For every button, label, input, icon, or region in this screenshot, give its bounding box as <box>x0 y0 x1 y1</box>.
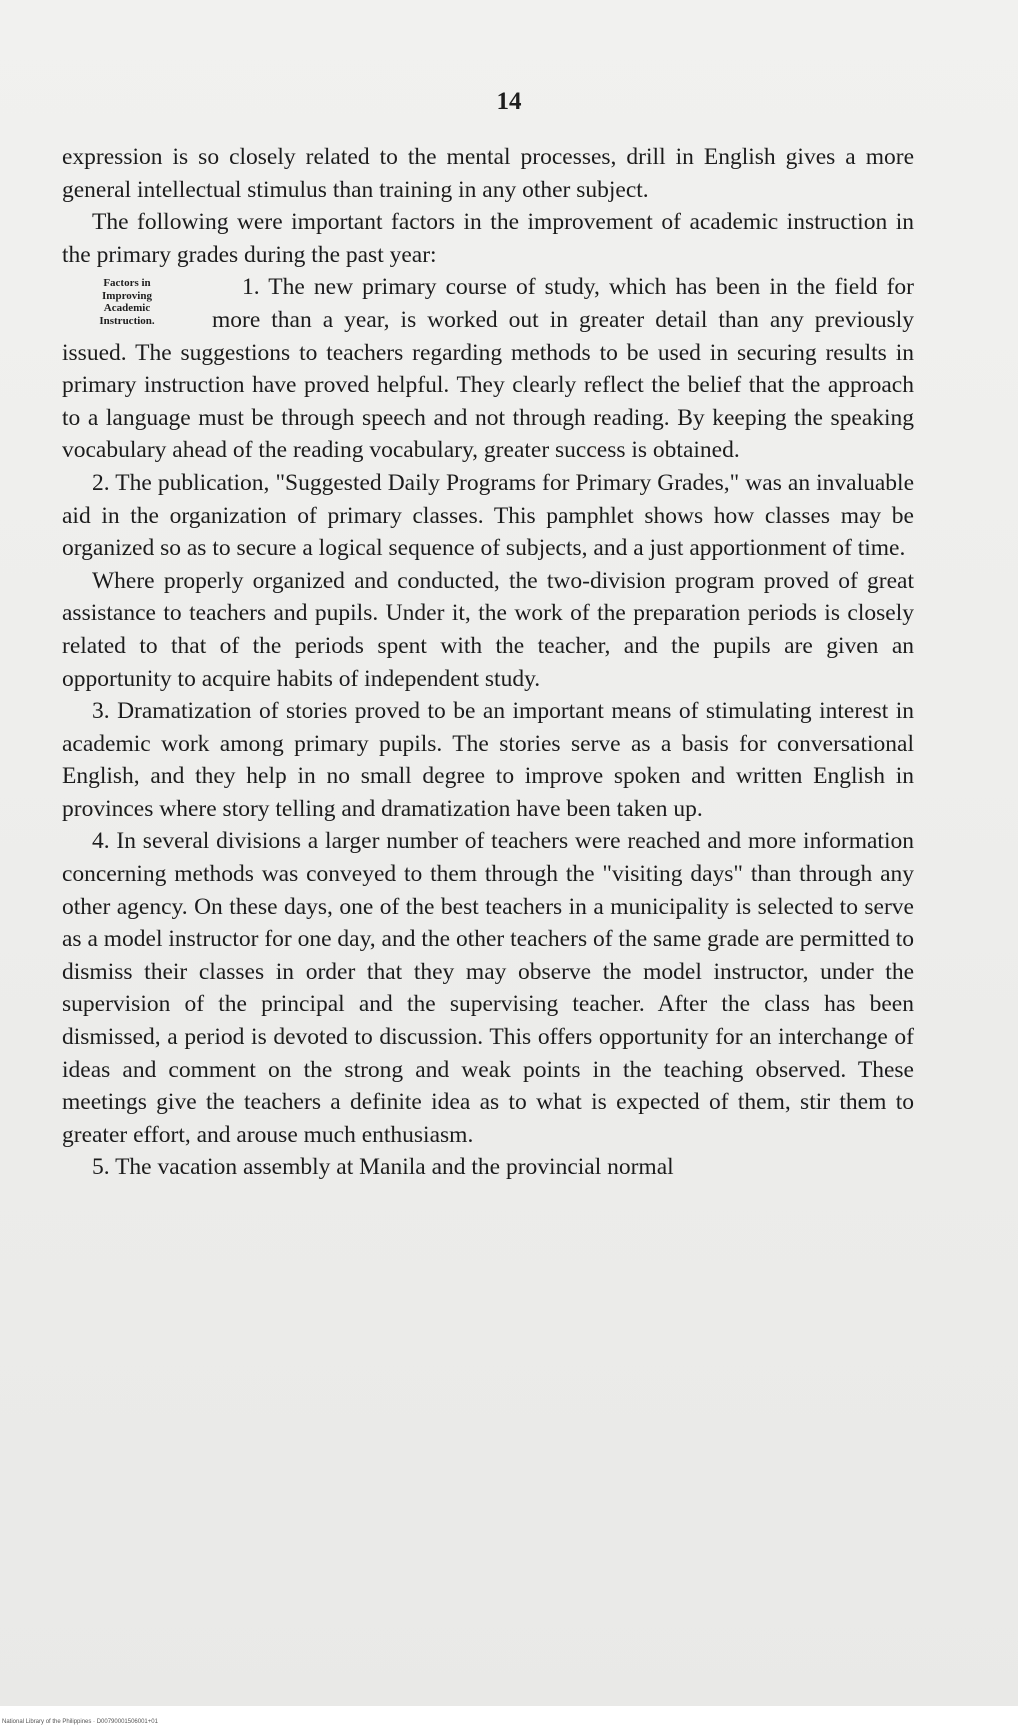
paragraph-item-1: 1. The new primary course of study, which has been in the field for more than a year, is worked out in greater detail than any previously issued. The suggestions to teachers regarding methods to be used in securing results in primary instruction have proved helpful. They clearly reflect the belief that the approach to a language must be through speech and not through reading. By keeping the speaking vocabulary ahead of the reading vocabulary, greater success is obtained. <box>62 274 914 464</box>
margin-note-line: Instruction. <box>99 314 155 327</box>
scan-footer-strip <box>0 1706 1018 1728</box>
paragraph-item-2: 2. The publication, "Suggested Daily Programs for Primary Grades," was an invaluable aid in the organization of primary classes. This pamphlet shows how classes may be organized so as to secure a logical sequence of subjects, and a just apportionment of time. <box>62 469 914 562</box>
scan-footer-note: National Library of the Philippines · D00790001506001+01 <box>2 1719 158 1725</box>
paragraph-continuation: expression is so closely related to the mental processes, drill in English gives a more general intellectual stimulus than training in any other subject. <box>62 144 914 203</box>
paragraph-item-5: 5. The vacation assembly at Manila and the provincial normal <box>92 1154 674 1181</box>
page-number: 14 <box>496 88 522 115</box>
page-body <box>62 141 914 1184</box>
paragraph-item-4: 4. In several divisions a larger number of teachers were reached and more information concerning methods was conveyed to them through the "visiting days" than through any other agency. On these days, one of the best teachers in a municipality is selected to serve as a model instructor for one day, and the other teachers of the same grade are permitted to dismiss their classes in order that they may observe the model instructor, under the supervision of the principal and the supervising teacher. After the class has been dismissed, a period is devoted to discussion. This offers opportunity for an interchange of ideas and comment on the strong and weak points in the teaching observed. These meetings give the teachers a definite idea as to what is expected of them, stir them to greater effort, and arouse much enthusiasm. <box>62 828 914 1148</box>
paragraph-two-division: Where properly organized and conducted, the two-division program proved of great assistance to teachers and pupils. Under it, the work of the preparation periods is closely related to that of the periods spent with the teacher, and the pupils are given an opportunity to acquire habits of independent study. <box>62 567 914 692</box>
margin-note <box>52 277 202 327</box>
paragraph-item-3: 3. Dramatization of stories proved to be an important means of stimulating interest in academic work among primary pupils. The stories serve as a basis for conversational English, and they help in no small degree to improve spoken and written English in provinces where story telling and dramatization have been taken up. <box>62 698 914 822</box>
paragraph-intro: The following were important factors in the improvement of academic instruction in the primary grades during the past year: <box>62 209 914 268</box>
margin-note-line: Improving <box>102 289 152 302</box>
margin-note-line: Academic <box>103 302 151 315</box>
margin-note-line: Factors in <box>103 277 151 290</box>
